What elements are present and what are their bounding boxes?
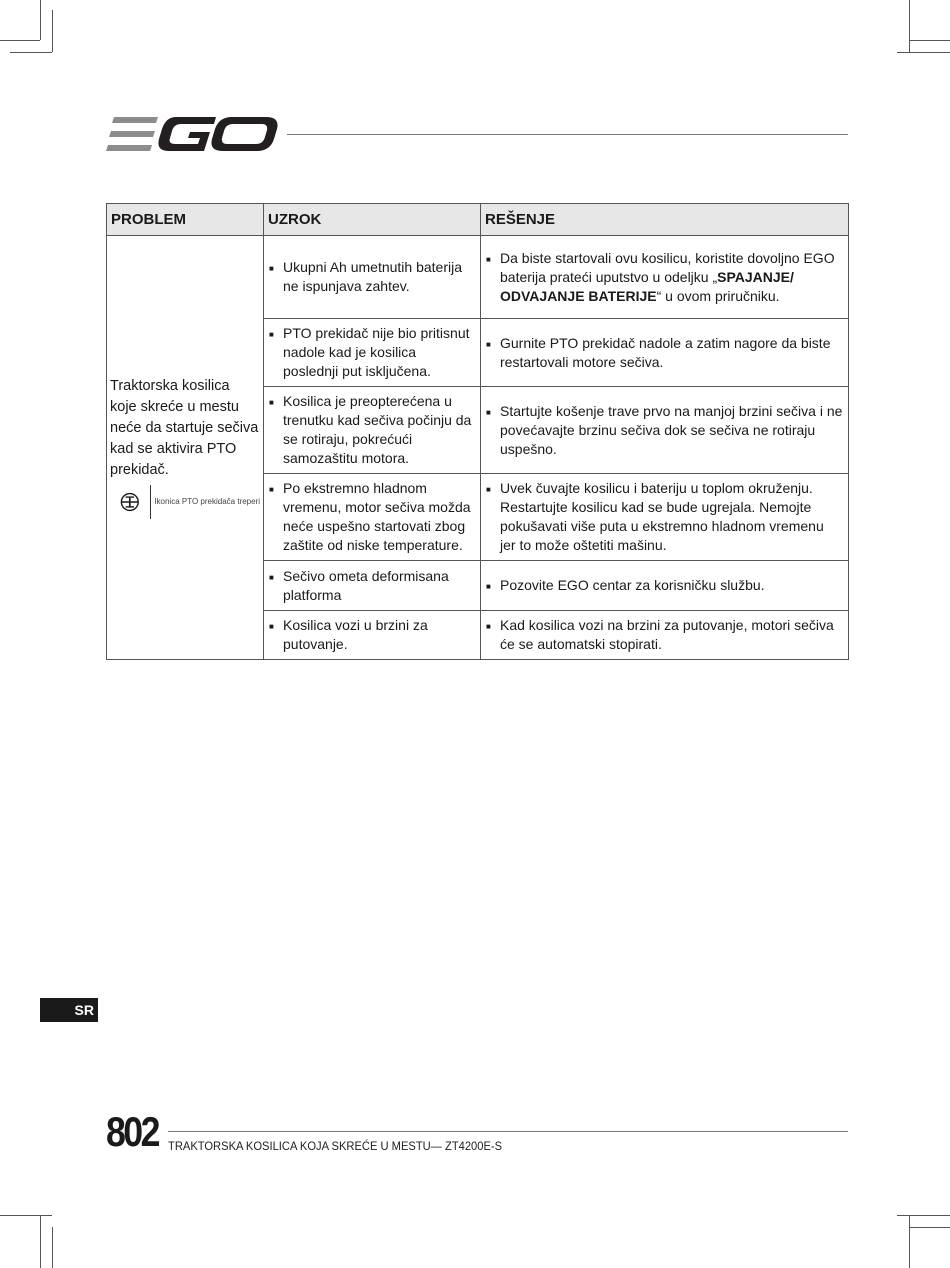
bullet-icon: ■ (486, 339, 491, 349)
cause-text: Ukupni Ah umetnutih baterija ne ispunjava zahtev. (283, 259, 462, 294)
problem-cell (107, 236, 264, 660)
bullet-icon: ■ (486, 407, 491, 417)
crop-mark (897, 52, 950, 53)
cause-cell (264, 611, 481, 660)
page-number: 802 (106, 1108, 158, 1155)
section-reference: SPAJANJE/ ODVAJANJE BATERIJE (500, 268, 794, 304)
table-header-row (107, 204, 849, 236)
solution-text: Gurnite PTO prekidač nadole a zatim nagore da biste restartovali motore sečiva. (500, 334, 831, 370)
pto-icon-caption: Ikonica PTO prekidača treperi (154, 497, 260, 506)
solution-text: Pozovite EGO centar za korisničku službu. (500, 576, 765, 593)
troubleshooting-table (106, 203, 849, 660)
cause-cell (264, 319, 481, 387)
bullet-icon: ■ (269, 330, 274, 339)
crop-mark (910, 40, 950, 41)
cause-text: PTO prekidač nije bio pritisnut nadole kad je kosilica poslednji put isključena. (283, 325, 470, 379)
solution-text: Kad kosilica vozi na brzini za putovanje, motori sečiva će se automatski stopirati. (500, 617, 834, 652)
solution-cell (481, 236, 849, 319)
cause-text: Po ekstremno hladnom vremenu, motor sečiva možda neće uspešno startovati zbog zaštite od niske temperature. (283, 480, 471, 553)
solution-cell (481, 611, 849, 660)
crop-mark (10, 52, 52, 53)
bullet-icon: ■ (486, 622, 491, 631)
legend-divider (150, 485, 151, 519)
header-rule (287, 134, 848, 135)
bullet-icon: ■ (486, 581, 491, 591)
bullet-icon: ■ (269, 572, 274, 582)
solution-cell (481, 387, 849, 474)
bullet-icon: ■ (269, 264, 274, 273)
table-row (107, 236, 849, 319)
cause-cell (264, 561, 481, 611)
footer-title: TRAKTORSKA KOSILICA KOJA SKREĆE U MESTU— ZT4200E-S (168, 1139, 503, 1153)
column-header-cause: UZROK (264, 204, 481, 236)
problem-text: Traktorska kosilica koje skreće u mestu neće da startuje sečiva kad se aktivira PTO prekidač. (110, 378, 259, 478)
crop-mark (40, 0, 41, 40)
cause-cell (264, 387, 481, 474)
solution-cell (481, 474, 849, 561)
crop-mark (52, 1227, 53, 1268)
cause-cell (264, 474, 481, 561)
bullet-icon: ■ (486, 254, 491, 264)
pto-switch-icon (120, 488, 140, 516)
pto-icon-legend (110, 485, 260, 519)
crop-mark (909, 1215, 910, 1268)
crop-mark (0, 40, 40, 41)
solution-text: Uvek čuvajte kosilicu i bateriju u toplom okruženju. Restartujte kosilicu kad se bude ugrejala. Nemojte pokušavati više puta u ekstremno hladnom vremenu jer to može oštetiti mašinu. (500, 480, 824, 553)
solution-cell (481, 319, 849, 387)
footer-rule (168, 1131, 848, 1132)
language-tab: SR (40, 998, 98, 1022)
crop-mark (40, 1215, 41, 1268)
ego-logo (106, 114, 278, 154)
crop-mark (0, 1215, 52, 1216)
solution-text: Startujte košenje trave prvo na manjoj brzini sečiva i ne povećavajte brzinu sečiva dok se sečiva ne rotiraju uspešno. (500, 402, 843, 457)
bullet-icon: ■ (269, 485, 274, 494)
bullet-icon: ■ (486, 485, 491, 494)
crop-mark (910, 1227, 950, 1228)
column-header-solution: REŠENJE (481, 204, 849, 236)
cause-text: Sečivo ometa deformisana platforma (283, 567, 449, 603)
cause-text: Kosilica vozi u brzini za putovanje. (283, 617, 428, 652)
crop-mark (52, 10, 53, 52)
bullet-icon: ■ (269, 398, 274, 407)
bullet-icon: ■ (269, 622, 274, 631)
cause-cell (264, 236, 481, 319)
solution-text: Da biste startovali ovu kosilicu, koristite dovoljno EGO baterija prateći uputstvo u odeljku „ (500, 249, 835, 285)
solution-cell (481, 561, 849, 611)
crop-mark (897, 1215, 950, 1216)
cause-text: Kosilica je preopterećena u trenutku kad sečiva počinju da se rotiraju, pokrećući samozaštitu motora. (283, 393, 472, 466)
solution-text-end: “ u ovom priručniku. (656, 287, 780, 304)
crop-mark (909, 0, 910, 52)
column-header-problem: PROBLEM (107, 204, 264, 236)
